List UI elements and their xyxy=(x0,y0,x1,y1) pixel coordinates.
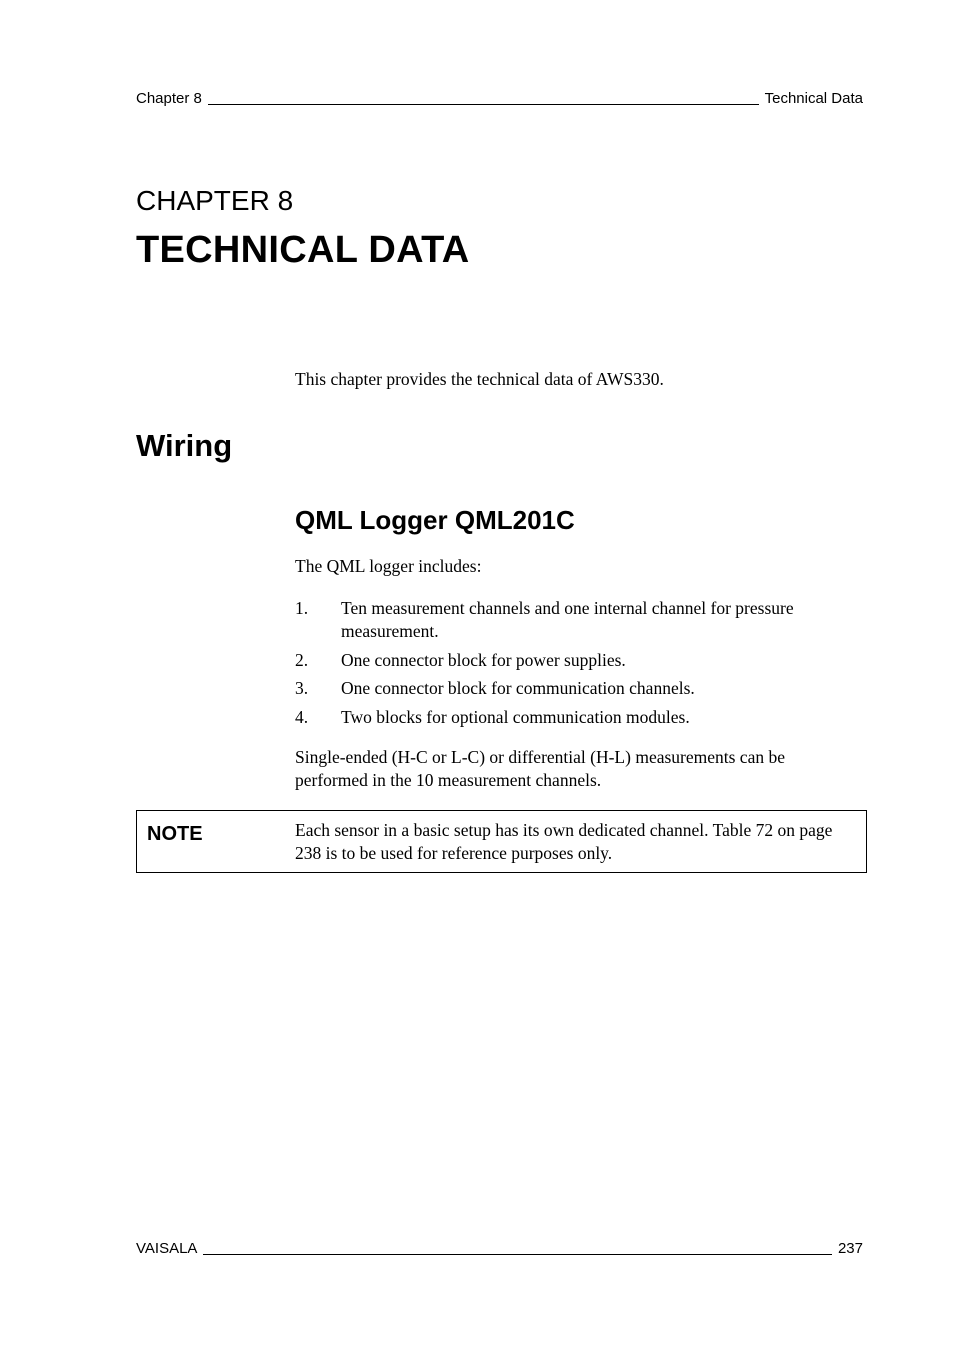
measurement-paragraph: Single-ended (H-C or L-C) or differential (H-L) measurements can be performed in the 10 measurement channels. xyxy=(295,747,785,790)
chapter-title: TECHNICAL DATA xyxy=(136,229,470,271)
note-box xyxy=(136,810,867,873)
list-item-number: 3. xyxy=(295,678,309,698)
list-item xyxy=(295,649,855,672)
intro-paragraph: This chapter provides the technical data of AWS330. xyxy=(295,369,664,389)
note-label: NOTE xyxy=(147,823,203,845)
feature-list xyxy=(295,597,855,734)
subsection-heading: QML Logger QML201C xyxy=(295,505,575,535)
list-item-text: One connector block for power supplies. xyxy=(341,649,626,670)
note-text: Each sensor in a basic setup has its own dedicated channel. Table 72 on page 238 is to be used for reference purposes only. xyxy=(295,820,833,863)
page-number: 237 xyxy=(837,1240,863,1257)
page-header xyxy=(136,90,863,108)
list-item-text: Ten measurement channels and one internal channel for pressure measurement. xyxy=(341,598,794,641)
header-rule xyxy=(208,103,759,105)
chapter-label: CHAPTER 8 xyxy=(136,185,294,216)
list-item-number: 2. xyxy=(295,649,309,670)
section-heading: Wiring xyxy=(136,428,233,463)
header-title: Technical Data xyxy=(764,90,863,107)
list-item xyxy=(295,597,855,643)
footer-company: VAISALA xyxy=(136,1240,198,1257)
list-item-text: Two blocks for optional communication modules. xyxy=(341,706,690,727)
footer-rule xyxy=(203,1253,832,1255)
lead-paragraph: The QML logger includes: xyxy=(295,556,482,576)
list-item xyxy=(295,706,855,729)
list-item-number: 4. xyxy=(295,706,309,727)
list-item-text: One connector block for communication channels. xyxy=(341,678,695,698)
page-footer xyxy=(136,1240,863,1258)
list-item xyxy=(295,677,855,700)
list-item-number: 1. xyxy=(295,598,309,618)
header-chapter: Chapter 8 xyxy=(136,90,202,107)
